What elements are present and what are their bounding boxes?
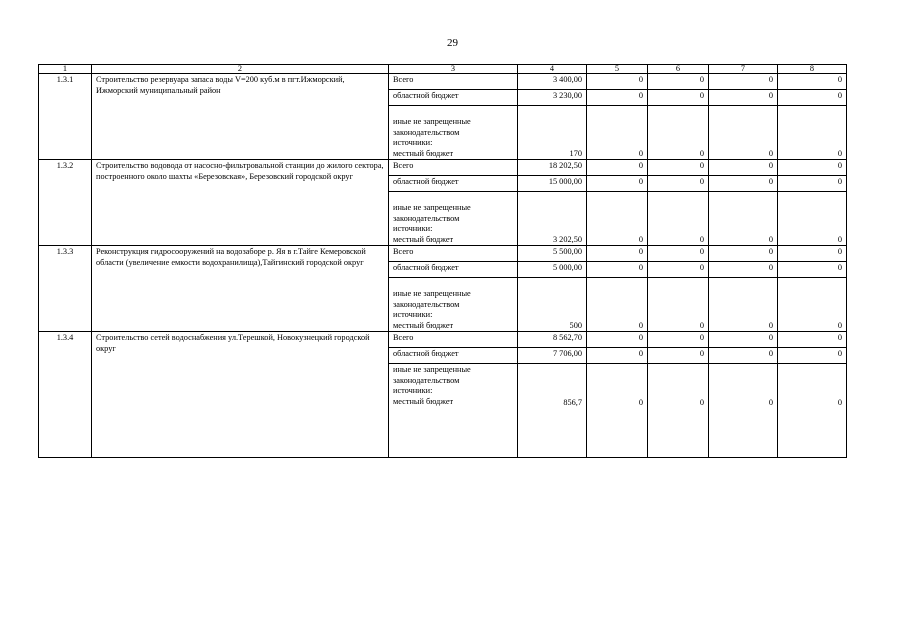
funding-source: областной бюджет (389, 348, 518, 364)
amount-cell: 7 706,00 (518, 348, 587, 364)
funding-source-line: источники: (393, 224, 433, 233)
amount-cell: 5 500,00 (518, 246, 587, 262)
amount-cell: 0 (587, 192, 648, 246)
column-header: 3 (389, 65, 518, 74)
item-code: 1.3.3 (39, 246, 92, 332)
funding-source: Всего (389, 160, 518, 176)
amount-cell: 0 (648, 332, 709, 348)
amount-cell: 0 (778, 106, 847, 160)
table-row-total (39, 246, 847, 262)
funding-source: Всего (389, 332, 518, 348)
amount-cell: 0 (709, 364, 778, 458)
amount-cell: 0 (778, 160, 847, 176)
funding-source: Всего (389, 246, 518, 262)
amount-cell: 0 (587, 90, 648, 106)
amount-cell: 0 (648, 90, 709, 106)
amount-cell: 0 (778, 74, 847, 90)
page-number: 29 (447, 37, 458, 49)
amount-cell: 0 (778, 278, 847, 332)
amount-cell: 0 (648, 278, 709, 332)
amount-cell: 0 (709, 278, 778, 332)
amount-cell: 0 (648, 106, 709, 160)
amount-cell: 170 (518, 106, 587, 160)
amount-cell: 0 (709, 262, 778, 278)
amount-cell: 0 (709, 348, 778, 364)
amount-cell: 0 (648, 348, 709, 364)
table-row-total (39, 160, 847, 176)
amount-cell: 0 (587, 176, 648, 192)
funding-source-line: источники: (393, 310, 433, 319)
item-description: Строительство водовода от насосно-фильтровальной станции до жилого сектора, построенного около шахты «Березовская», Березовский городской округ (92, 160, 389, 246)
amount-cell: 0 (587, 74, 648, 90)
funding-source-line: местный бюджет (393, 234, 454, 244)
funding-source-line: источники: (393, 138, 433, 147)
amount-cell: 0 (587, 246, 648, 262)
amount-cell: 0 (587, 348, 648, 364)
funding-source-line: местный бюджет (393, 396, 454, 406)
funding-source-line: иные не запрещенные (393, 203, 471, 212)
column-header: 6 (648, 65, 709, 74)
amount-cell: 0 (709, 192, 778, 246)
amount-cell: 0 (648, 74, 709, 90)
funding-source-line: иные не запрещенные (393, 365, 471, 374)
amount-cell: 0 (587, 332, 648, 348)
amount-cell: 0 (709, 246, 778, 262)
funding-source-line: законодательством (393, 375, 460, 385)
funding-source-line: законодательством (393, 213, 460, 223)
amount-cell: 0 (778, 332, 847, 348)
column-header: 5 (587, 65, 648, 74)
amount-cell: 0 (778, 176, 847, 192)
amount-cell: 0 (778, 90, 847, 106)
amount-cell: 0 (587, 262, 648, 278)
item-code: 1.3.4 (39, 332, 92, 458)
table-row-total (39, 332, 847, 348)
funding-source-line: источники: (393, 386, 433, 395)
funding-source-line: иные не запрещенные (393, 289, 471, 298)
column-header: 2 (92, 65, 389, 74)
amount-cell: 15 000,00 (518, 176, 587, 192)
funding-source: областной бюджет (389, 262, 518, 278)
amount-cell: 0 (648, 246, 709, 262)
amount-cell: 0 (587, 160, 648, 176)
table-row-total (39, 74, 847, 90)
amount-cell: 0 (709, 90, 778, 106)
funding-source (389, 192, 518, 246)
funding-source-line: иные не запрещенные (393, 117, 471, 126)
amount-cell: 0 (778, 348, 847, 364)
item-code: 1.3.1 (39, 74, 92, 160)
funding-source: Всего (389, 74, 518, 90)
column-header-row (39, 65, 847, 74)
amount-cell: 0 (587, 106, 648, 160)
funding-source (389, 106, 518, 160)
column-header: 8 (778, 65, 847, 74)
amount-cell: 3 400,00 (518, 74, 587, 90)
item-code: 1.3.2 (39, 160, 92, 246)
amount-cell: 0 (778, 246, 847, 262)
column-header: 4 (518, 65, 587, 74)
funding-source-line: законодательством (393, 299, 460, 309)
amount-cell: 0 (648, 262, 709, 278)
amount-cell: 0 (709, 74, 778, 90)
amount-cell: 856,7 (518, 364, 587, 458)
item-description: Строительство резервуара запаса воды V=200 куб.м в пгт.Ижморский, Ижморский муниципальный район (92, 74, 389, 160)
amount-cell: 0 (587, 364, 648, 458)
funding-source-line: законодательством (393, 127, 460, 137)
amount-cell: 0 (648, 176, 709, 192)
funding-source-line: местный бюджет (393, 148, 454, 158)
amount-cell: 0 (778, 262, 847, 278)
item-description: Реконструкция гидросооружений на водозаборе р. Яя в г.Тайге Кемеровской области (увеличение емкости водохранилища),Тайгинский городской округ (92, 246, 389, 332)
amount-cell: 0 (587, 278, 648, 332)
amount-cell: 0 (709, 106, 778, 160)
funding-source-line: местный бюджет (393, 320, 454, 330)
item-description: Строительство сетей водоснабжения ул.Терешкой, Новокузнецкий городской округ (92, 332, 389, 458)
funding-source (389, 364, 518, 458)
amount-cell: 0 (648, 364, 709, 458)
funding-source: областной бюджет (389, 90, 518, 106)
amount-cell: 0 (648, 160, 709, 176)
amount-cell: 5 000,00 (518, 262, 587, 278)
amount-cell: 0 (709, 176, 778, 192)
amount-cell: 500 (518, 278, 587, 332)
amount-cell: 0 (778, 364, 847, 458)
amount-cell: 8 562,70 (518, 332, 587, 348)
amount-cell: 0 (709, 332, 778, 348)
amount-cell: 3 230,00 (518, 90, 587, 106)
funding-source (389, 278, 518, 332)
column-header: 7 (709, 65, 778, 74)
program-table (38, 64, 847, 458)
amount-cell: 18 202,50 (518, 160, 587, 176)
amount-cell: 3 202,50 (518, 192, 587, 246)
amount-cell: 0 (709, 160, 778, 176)
funding-source: областной бюджет (389, 176, 518, 192)
amount-cell: 0 (778, 192, 847, 246)
amount-cell: 0 (648, 192, 709, 246)
column-header: 1 (39, 65, 92, 74)
